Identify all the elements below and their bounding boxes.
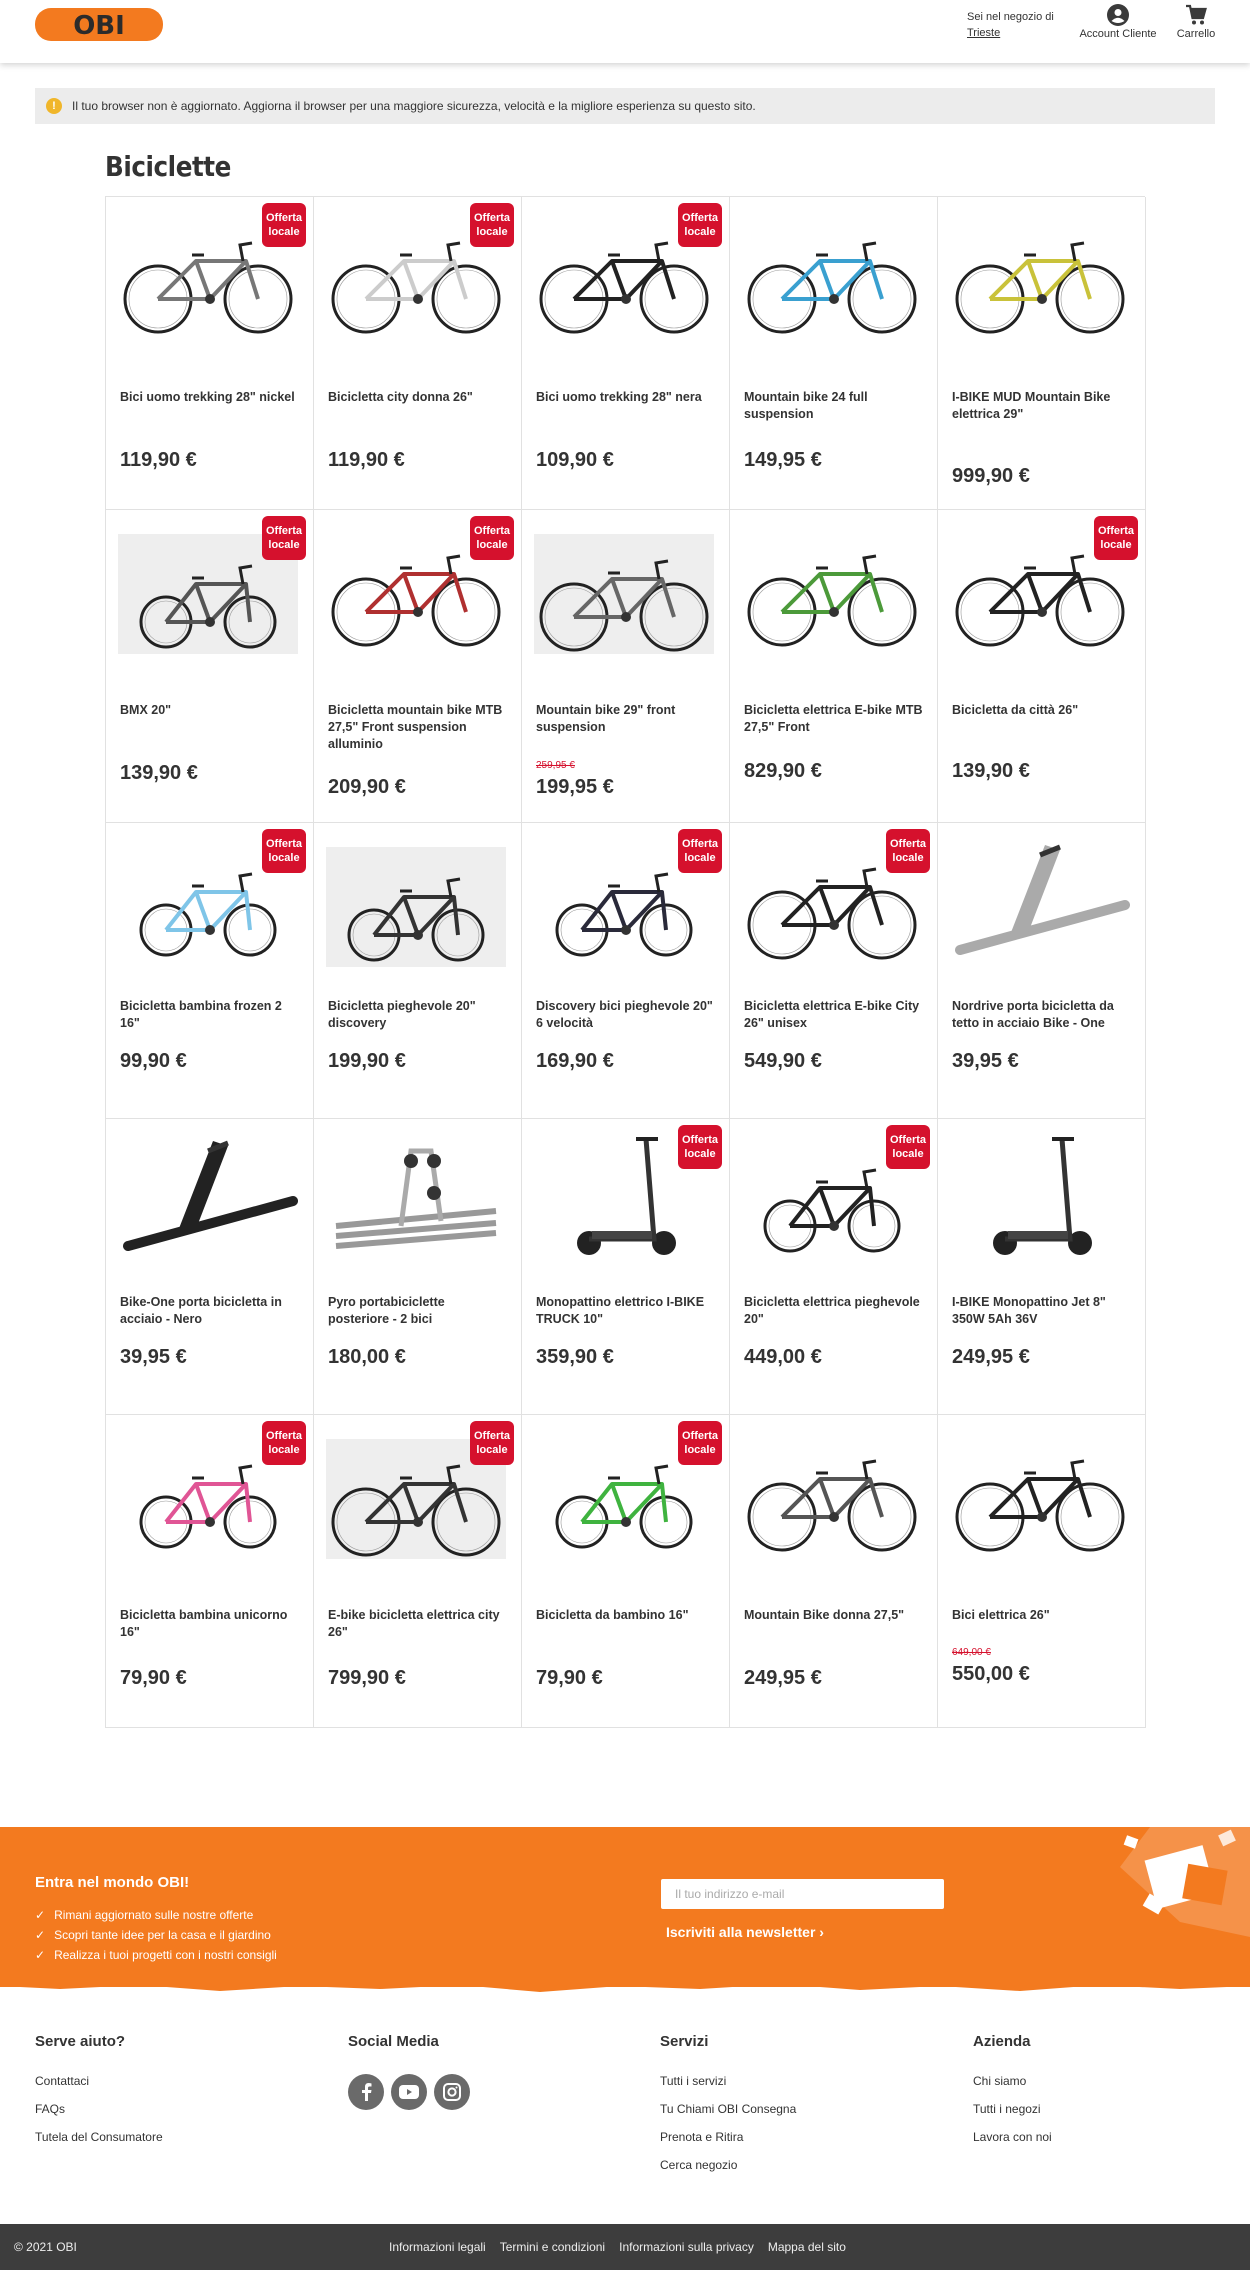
product-name[interactable]: Nordrive porta bicicletta da tetto in acciaio Bike - One [952, 999, 1114, 1030]
footer-help-title: Serve aiuto? [35, 2033, 126, 2050]
product-image[interactable] [742, 211, 922, 341]
footer-link-lavora[interactable]: Lavora con noi [973, 2130, 1052, 2144]
user-icon [1107, 4, 1129, 26]
product-price: 249,95 € [744, 1667, 822, 1689]
product-price: 99,90 € [120, 1050, 187, 1072]
footer-link-prenota[interactable]: Prenota e Ritira [660, 2130, 744, 2144]
product-card[interactable] [730, 1119, 938, 1415]
local-offer-badge: Offerta locale [678, 203, 722, 247]
old-price: 259,95 € [536, 760, 575, 771]
footer-link-cerca-negozio[interactable]: Cerca negozio [660, 2158, 738, 2172]
local-offer-badge: Offerta locale [678, 1125, 722, 1169]
bike-emtb-yellow-icon [950, 209, 1130, 344]
product-name[interactable]: Discovery bici pieghevole 20" 6 velocità [536, 999, 713, 1030]
newsletter-email-input[interactable] [661, 1879, 944, 1909]
rear-carrier-icon [326, 1131, 506, 1266]
footer-services-title: Servizi [660, 2033, 709, 2050]
product-name[interactable]: E-bike bicicletta elettrica city 26" [328, 1608, 500, 1639]
legal-link-terms[interactable]: Termini e condizioni [499, 2240, 606, 2254]
newsletter-title: Entra nel mondo OBI! [35, 1874, 190, 1891]
product-price: 829,90 € [744, 760, 822, 782]
product-name[interactable]: Bicicletta pieghevole 20" discovery [328, 999, 476, 1030]
local-offer-badge: Offerta locale [470, 203, 514, 247]
warning-text: Il tuo browser non è aggiornato. Aggiorna il browser per una maggiore sicurezza, velocità e la migliore esperienza su questo sito. [72, 99, 756, 113]
benefit-item: ✓ Rimani aggiornato sulle nostre offerte [35, 1905, 277, 1925]
product-grid [105, 196, 1145, 1728]
product-price: 119,90 € [120, 449, 197, 471]
store-name-link[interactable]: Trieste [967, 27, 1001, 39]
local-offer-badge: Offerta locale [1094, 516, 1138, 560]
footer-link-tutti-servizi[interactable]: Tutti i servizi [660, 2074, 727, 2088]
local-offer-badge: Offerta locale [678, 1421, 722, 1465]
escooter-jet-icon [950, 1131, 1130, 1266]
local-offer-badge: Offerta locale [262, 516, 306, 560]
product-price: 199,95 € [536, 776, 614, 798]
product-card[interactable] [730, 1415, 938, 1728]
product-card[interactable] [522, 823, 730, 1119]
newsletter-section [0, 1827, 1250, 1987]
product-price: 169,90 € [536, 1050, 614, 1072]
footer-social-title: Social Media [348, 2033, 439, 2050]
product-name[interactable]: Mountain bike 24 full suspension [744, 390, 868, 421]
footer-link-negozi[interactable]: Tutti i negozi [973, 2102, 1041, 2116]
product-name[interactable]: Bicicletta da bambino 16" [536, 1608, 689, 1622]
instagram-icon[interactable] [434, 2074, 470, 2110]
local-offer-badge: Offerta locale [470, 1421, 514, 1465]
product-image[interactable] [950, 1429, 1130, 1559]
product-name[interactable]: Bicicletta elettrica pieghevole 20" [744, 1295, 920, 1326]
product-card[interactable] [106, 510, 314, 823]
product-image[interactable] [326, 847, 506, 967]
product-card[interactable] [106, 1415, 314, 1728]
newsletter-subscribe-link[interactable] [666, 1924, 824, 1940]
footer-link-faqs[interactable]: FAQs [35, 2102, 66, 2116]
product-name[interactable]: Monopattino elettrico I-BIKE TRUCK 10" [536, 1295, 705, 1326]
benefit-item: ✓ Scopri tante idee per la casa e il giardino [35, 1925, 277, 1945]
roof-carrier-silver-icon [950, 835, 1130, 970]
facebook-icon[interactable] [348, 2074, 384, 2110]
bike-ecity-black-icon [950, 1427, 1130, 1562]
product-price: 39,95 € [952, 1050, 1019, 1072]
product-card[interactable] [730, 823, 938, 1119]
product-price: 249,95 € [952, 1346, 1030, 1368]
product-card[interactable] [522, 1415, 730, 1728]
bike-mtb-blue-icon [742, 209, 922, 344]
footer-link-chi-siamo[interactable]: Chi siamo [973, 2074, 1027, 2088]
product-name[interactable]: Bicicletta city donna 26" [328, 390, 473, 404]
account-label: Account Cliente [1079, 28, 1157, 40]
footer-social-column [348, 2033, 470, 2110]
product-card[interactable] [314, 510, 522, 823]
product-name[interactable]: Bici uomo trekking 28" nera [536, 390, 702, 404]
product-price: 79,90 € [120, 1667, 187, 1689]
footer-company-title: Azienda [973, 2033, 1031, 2050]
logo-text: OBI [73, 11, 125, 41]
subscribe-label: Iscriviti alla newsletter [666, 1924, 816, 1940]
product-card[interactable] [314, 1119, 522, 1415]
product-name[interactable]: I-BIKE MUD Mountain Bike elettrica 29" [952, 390, 1111, 421]
newsletter-benefits [35, 1905, 277, 1965]
product-name[interactable]: Bici elettrica 26" [952, 1608, 1050, 1622]
product-name[interactable]: Mountain bike 29" front suspension [536, 703, 676, 734]
product-price: 119,90 € [328, 449, 405, 471]
roof-carrier-black-icon [118, 1131, 298, 1266]
footer-services-column [660, 2033, 796, 2186]
product-card[interactable] [938, 823, 1146, 1119]
footer-link-consegna[interactable]: Tu Chiami OBI Consegna [660, 2102, 797, 2116]
product-price: 39,95 € [120, 1346, 187, 1368]
product-name[interactable]: I-BIKE Monopattino Jet 8" 350W 5Ah 36V [952, 1295, 1106, 1326]
product-name[interactable]: Bicicletta elettrica E-bike MTB 27,5" Front [744, 703, 923, 734]
product-image[interactable] [742, 524, 922, 654]
local-offer-badge: Offerta locale [262, 203, 306, 247]
product-card[interactable] [938, 1119, 1146, 1415]
legal-bar [0, 2224, 1250, 2270]
old-price: 649,00 € [952, 1647, 991, 1658]
browser-warning-banner [35, 88, 1215, 124]
footer-link-tutela[interactable]: Tutela del Consumatore [35, 2130, 163, 2144]
benefit-item: ✓ Realizza i tuoi progetti con i nostri consigli [35, 1945, 277, 1965]
local-offer-badge: Offerta locale [470, 516, 514, 560]
brush-edge-decoration [0, 1980, 1250, 2000]
local-offer-badge: Offerta locale [886, 1125, 930, 1169]
product-name[interactable]: Bicicletta elettrica E-bike City 26" unisex [744, 999, 920, 1030]
product-price: 799,90 € [328, 1667, 406, 1689]
bike-mtb-women-icon [742, 1427, 922, 1562]
product-name[interactable]: Bicicletta bambina unicorno 16" [120, 1608, 288, 1639]
product-price: 109,90 € [536, 449, 614, 471]
bike-folding-icon [326, 840, 506, 975]
product-price: 549,90 € [744, 1050, 822, 1072]
store-prefix: Sei nel negozio di [967, 11, 1054, 23]
page-title: Biciclette [105, 150, 231, 183]
product-image[interactable] [742, 1429, 922, 1559]
bike-mtb-gray-icon [534, 527, 714, 662]
product-card[interactable] [522, 1119, 730, 1415]
bike-emtb-green-icon [742, 522, 922, 657]
product-price: 180,00 € [328, 1346, 406, 1368]
product-card[interactable] [938, 197, 1146, 510]
local-offer-badge: Offerta locale [886, 829, 930, 873]
product-name[interactable]: BMX 20" [120, 703, 172, 717]
cart-button[interactable] [1172, 4, 1220, 40]
copyright: © 2021 OBI [14, 2240, 77, 2254]
youtube-icon[interactable] [391, 2074, 427, 2110]
product-card[interactable] [314, 823, 522, 1119]
legal-link-sitemap[interactable]: Mappa del sito [767, 2240, 846, 2254]
product-price: 79,90 € [536, 1667, 603, 1689]
product-image[interactable] [950, 1133, 1130, 1263]
product-price: 139,90 € [120, 762, 198, 784]
product-price: 550,00 € [952, 1663, 1030, 1685]
footer-company-column [973, 2033, 1052, 2158]
product-price: 149,95 € [744, 449, 822, 471]
product-card[interactable] [106, 197, 314, 510]
product-card[interactable] [314, 197, 522, 510]
obi-logo[interactable] [35, 8, 163, 41]
local-offer-badge: Offerta locale [262, 1421, 306, 1465]
product-name[interactable]: Bike-One porta bicicletta in acciaio - Nero [120, 1295, 282, 1326]
product-card[interactable] [522, 510, 730, 823]
decorative-boxes-graphic [1110, 1827, 1250, 1937]
product-name[interactable]: Bicicletta mountain bike MTB 27,5" Front suspension alluminio [328, 703, 503, 751]
product-name[interactable]: Pyro portabiciclette posteriore - 2 bici [328, 1295, 445, 1326]
product-card[interactable] [730, 197, 938, 510]
product-name[interactable]: Bicicletta bambina frozen 2 16" [120, 999, 282, 1030]
product-price: 199,90 € [328, 1050, 406, 1072]
site-header [0, 0, 1250, 63]
product-price: 139,90 € [952, 760, 1030, 782]
local-offer-badge: Offerta locale [262, 829, 306, 873]
footer-link-contattaci[interactable]: Contattaci [35, 2074, 90, 2088]
product-price: 449,00 € [744, 1346, 822, 1368]
chevron-right-icon: › [819, 1924, 824, 1940]
product-price: 209,90 € [328, 776, 406, 798]
product-image[interactable] [326, 1133, 506, 1263]
cart-label: Carrello [1176, 28, 1216, 40]
product-card[interactable] [106, 1119, 314, 1415]
cart-icon [1185, 4, 1207, 26]
product-card[interactable] [314, 1415, 522, 1728]
product-card[interactable] [106, 823, 314, 1119]
legal-link-info[interactable]: Informazioni legali [389, 2240, 486, 2254]
product-image[interactable] [534, 534, 714, 654]
product-name[interactable]: Bicicletta da città 26" [952, 703, 1079, 717]
store-selector [967, 9, 1054, 41]
product-price: 999,90 € [952, 465, 1030, 487]
product-image[interactable] [950, 837, 1130, 967]
product-price: 359,90 € [536, 1346, 614, 1368]
product-card[interactable] [730, 510, 938, 823]
product-name[interactable]: Mountain Bike donna 27,5" [744, 1608, 905, 1622]
local-offer-badge: Offerta locale [678, 829, 722, 873]
product-card[interactable] [522, 197, 730, 510]
account-button[interactable] [1078, 4, 1158, 40]
product-name[interactable]: Bici uomo trekking 28" nickel [120, 390, 295, 404]
product-image[interactable] [950, 211, 1130, 341]
legal-link-privacy[interactable]: Informazioni sulla privacy [619, 2240, 754, 2254]
warning-icon: ! [46, 98, 62, 114]
product-image[interactable] [118, 1133, 298, 1263]
product-card[interactable] [938, 510, 1146, 823]
footer-help-column [35, 2033, 163, 2158]
product-card[interactable] [938, 1415, 1146, 1728]
